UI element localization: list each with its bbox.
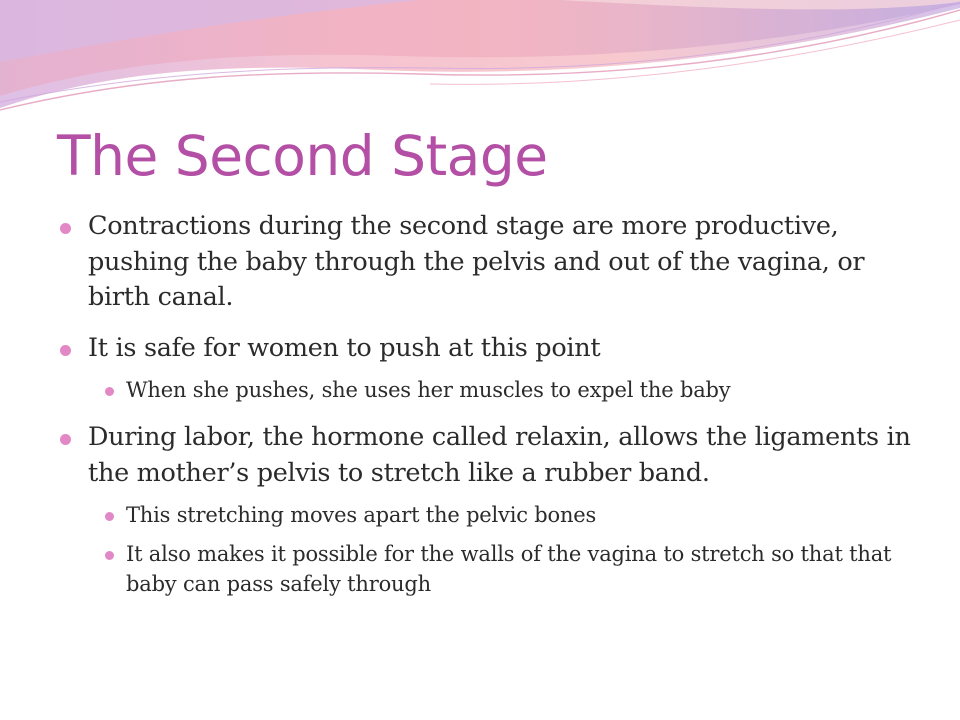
sub-bullet-item <box>60 539 920 599</box>
sub-bullet-dot-icon <box>105 512 114 521</box>
bullet-item <box>60 331 920 367</box>
sub-bullet-dot-icon <box>105 551 114 560</box>
decorative-wave-banner <box>0 0 960 115</box>
bullet-dot-icon <box>60 223 71 234</box>
sub-bullet-item <box>60 375 920 405</box>
bullet-item <box>60 420 920 491</box>
bullet-dot-icon <box>60 434 71 445</box>
bullet-text: Contractions during the second stage are more productive, pushing the baby through the pelvis and out of the vagina, or birth canal. <box>88 211 865 312</box>
slide-title: The Second Stage <box>57 124 548 188</box>
bullet-item <box>60 209 920 316</box>
sub-bullet-item <box>60 500 920 530</box>
sub-bullet-text: It also makes it possible for the walls of the vagina to stretch so that that baby can pass safely through <box>126 542 892 596</box>
sub-bullet-text: When she pushes, she uses her muscles to expel the baby <box>126 378 731 402</box>
sub-bullet-dot-icon <box>105 387 114 396</box>
bullet-list <box>60 209 920 614</box>
bullet-text: During labor, the hormone called relaxin, allows the ligaments in the mother’s pelvis to stretch like a rubber band. <box>88 422 911 488</box>
sub-bullet-text: This stretching moves apart the pelvic bones <box>126 503 597 527</box>
bullet-text: It is safe for women to push at this point <box>88 332 601 363</box>
bullet-dot-icon <box>60 345 71 356</box>
